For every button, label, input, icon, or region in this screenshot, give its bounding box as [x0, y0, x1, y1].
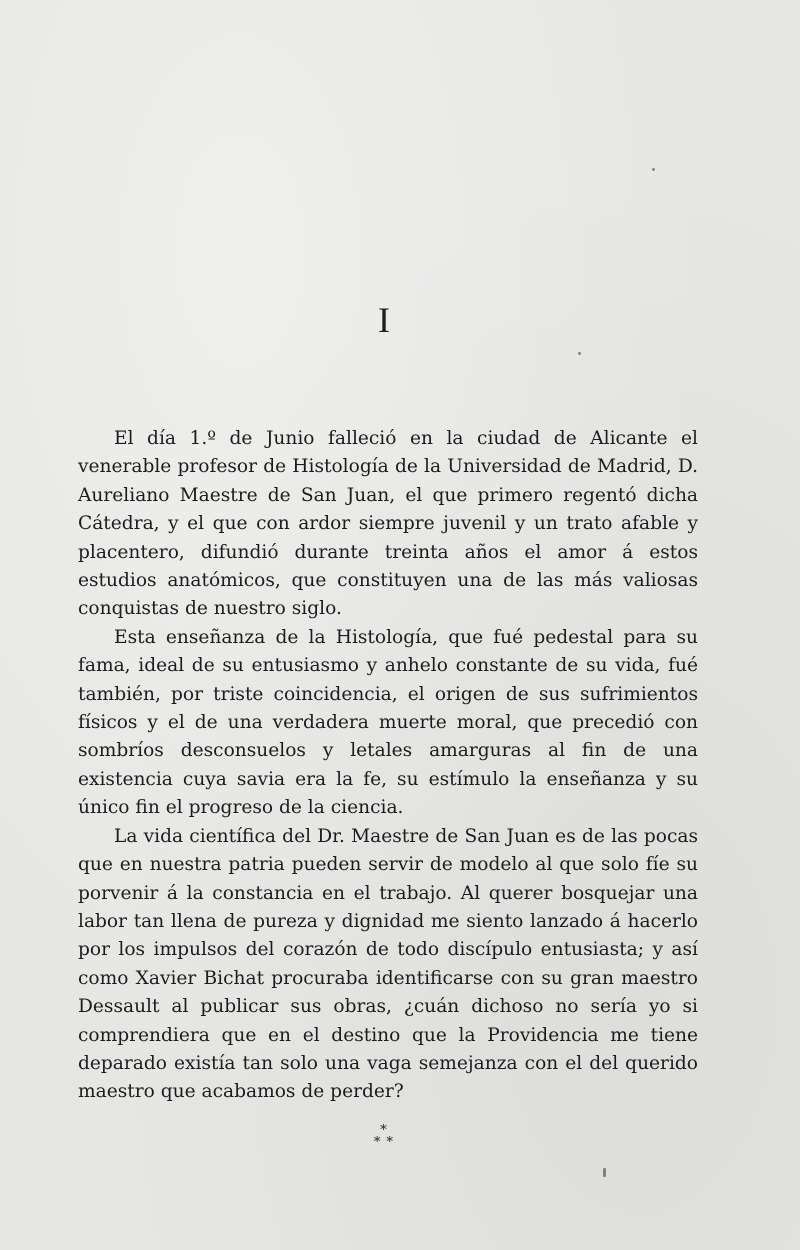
asterism-ornament	[0, 1125, 768, 1149]
paragraph-3: La vida científica del Dr. Maestre de San Juan es de las pocas que en nuestra patria pueden servir de modelo al que solo fíe su porvenir á la constancia en el trabajo. Al querer bosquejar una labor tan llena de pureza y dignidad me siento lanzado á hacerlo por los impulsos del corazón de todo discípulo entusiasta; y así como Xavier Bichat procuraba identificarse con su gran maestro Dessault al publicar sus obras, ¿cuán dichoso no sería yo si comprendiera que en el destino que la Providencia me tiene deparado existía tan solo una vaga semejanza con el del querido maestro que acabamos de perder?	[78, 825, 698, 1103]
print-speck	[578, 352, 581, 355]
chapter-numeral: I	[378, 300, 390, 340]
body-text	[78, 425, 698, 1107]
print-speck	[603, 1168, 606, 1177]
paragraph-2: Esta enseñanza de la Histología, que fué pedestal para su fama, ideal de su entusiasmo y anhelo constante de su vida, fué también, por triste coincidencia, el origen de sus sufrimientos físicos y el de una verdadera muerte moral, que precedió con sombríos desconsuelos y letales amarguras al fin de una existencia cuya savia era la fe, su estímulo la enseñanza y su único fin el progreso de la ciencia.	[78, 626, 698, 819]
asterism-bottom: * *	[373, 1135, 395, 1150]
print-speck	[652, 168, 655, 171]
paragraph-1: El día 1.º de Junio falleció en la ciudad de Alicante el venerable profesor de Histología de la Universidad de Madrid, D. Aureliano Maestre de San Juan, el que primero regentó dicha Cátedra, y el que con ardor siempre juvenil y un trato afable y placentero, difundió durante treinta años el amor á estos estudios anatómicos, que constituyen una de las más valiosas conquistas de nuestro siglo.	[78, 428, 698, 620]
asterism-top: *	[380, 1123, 388, 1138]
